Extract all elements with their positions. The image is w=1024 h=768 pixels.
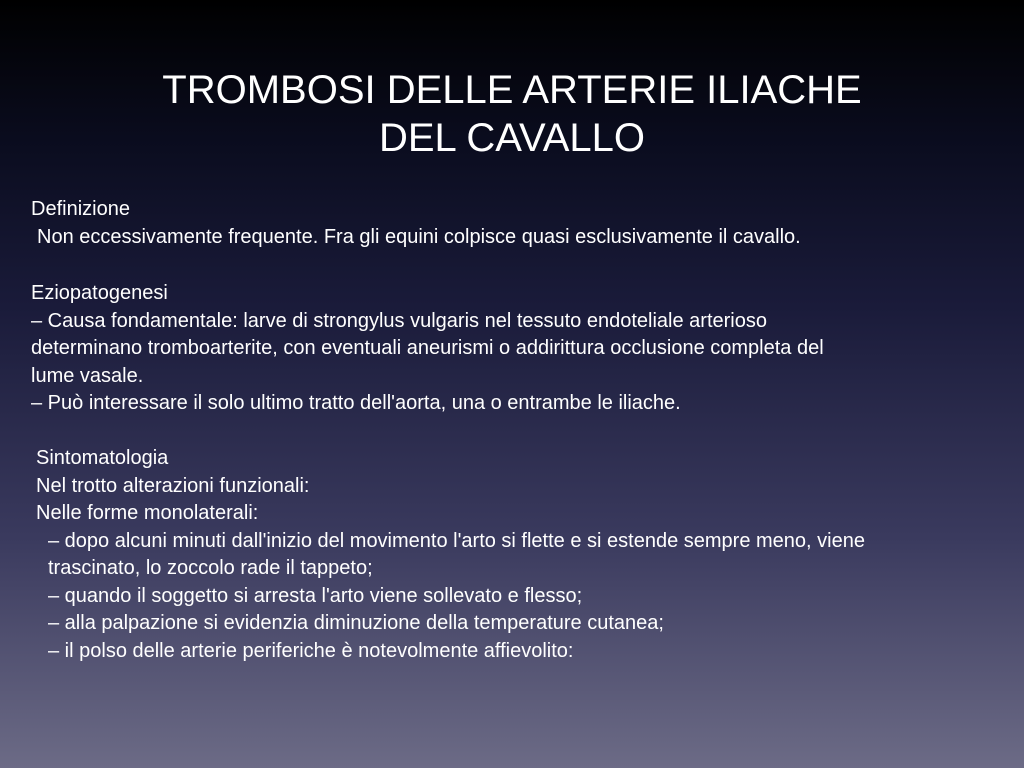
sintomatologia-bullet: – dopo alcuni minuti dall'inizio del movimento l'arto si flette e si estende sempre meno, viene bbox=[48, 529, 865, 552]
sintomatologia-bullet: – alla palpazione si evidenzia diminuzione della temperature cutanea; bbox=[48, 612, 664, 634]
definizione-section bbox=[31, 196, 801, 251]
sintomatologia-bullet: – quando il soggetto si arresta l'arto viene sollevato e flesso; bbox=[48, 584, 583, 607]
eziopatogenesi-section bbox=[31, 280, 824, 418]
sintomatologia-bullet: trascinato, lo zoccolo rade il tappeto; bbox=[48, 557, 373, 579]
eziopatogenesi-line: determinano tromboarterite, con eventuali aneurismi o addirittura occlusione completa del bbox=[31, 337, 824, 359]
eziopatogenesi-line: lume vasale. bbox=[31, 364, 144, 387]
sintomatologia-heading: Sintomatologia bbox=[36, 447, 169, 469]
eziopatogenesi-line: – Può interessare il solo ultimo tratto dell'aorta, una o entrambe le iliache. bbox=[31, 392, 681, 414]
sintomatologia-section bbox=[36, 445, 865, 665]
sintomatologia-bullet: – il polso delle arterie periferiche è notevolmente affievolito: bbox=[48, 639, 574, 662]
eziopatogenesi-heading: Eziopatogenesi bbox=[31, 282, 168, 304]
title-line-1: TROMBOSI DELLE ARTERIE ILIACHE bbox=[162, 68, 862, 112]
title-line-2: DEL CAVALLO bbox=[378, 116, 646, 160]
definizione-text: Non eccessivamente frequente. Fra gli equini colpisce quasi esclusivamente il cavallo. bbox=[37, 225, 801, 248]
slide-title bbox=[0, 66, 1024, 162]
sintomatologia-line: Nelle forme monolaterali: bbox=[36, 502, 259, 524]
eziopatogenesi-line: – Causa fondamentale: larve di strongylus vulgaris nel tessuto endoteliale arterioso bbox=[31, 309, 767, 332]
sintomatologia-line: Nel trotto alterazioni funzionali: bbox=[36, 474, 310, 497]
definizione-heading: Definizione bbox=[31, 198, 130, 220]
